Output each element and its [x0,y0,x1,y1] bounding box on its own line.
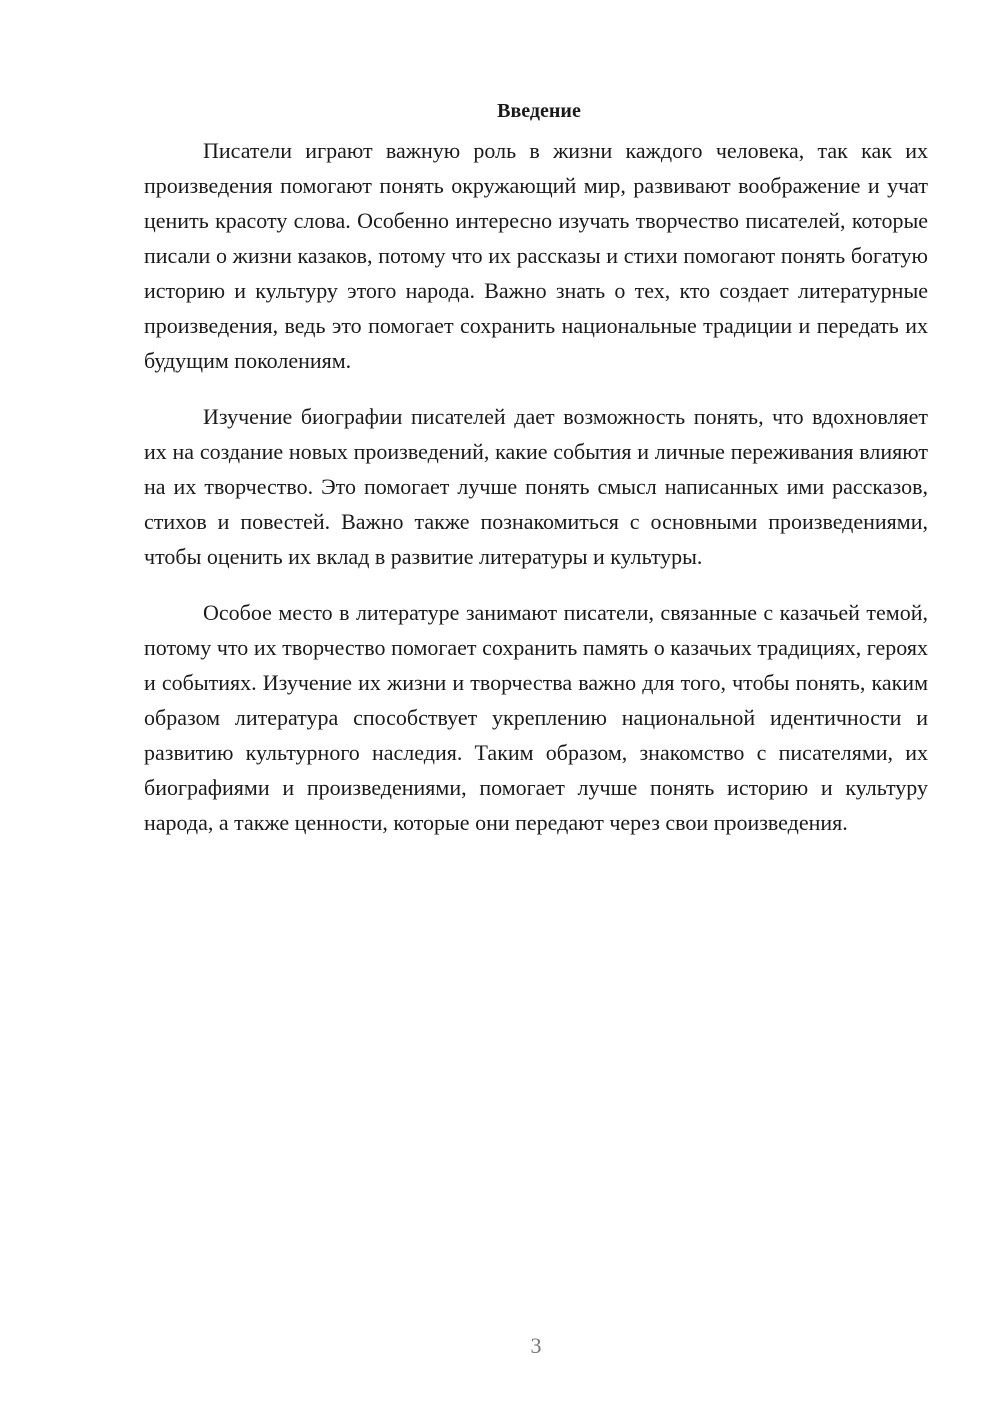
page-content [144,96,928,861]
paragraph-3: Особое место в литературе занимают писатели, связанные с казачьей темой, потому что их творчество помогает сохранить память о казачьих традициях, героях и событиях. Изучение их жизни и творчества важно для того, чтобы понять, каким образом литература способствует укреплению национальной идентичности и развитию культурного наследия. Таким образом, знакомство с писателями, их биографиями и произведениями, помогает лучше понять историю и культуру народа, а также ценности, которые они передают через свои произведения. [144,600,928,835]
page-number: 3 [530,1333,542,1358]
section-title: Введение [497,100,581,122]
paragraph-2: Изучение биографии писателей дает возможность понять, что вдохновляет их на создание новых произведений, какие события и личные переживания влияют на их творчество. Это помогает лучше понять смысл написанных ими рассказов, стихов и повестей. Важно также познакомиться с основными произведениями, чтобы оценить их вклад в развитие литературы и культуры. [144,404,928,569]
paragraph-1: Писатели играют важную роль в жизни каждого человека, так как их произведения помогают понять окружающий мир, развивают воображение и учат ценить красоту слова. Особенно интересно изучать творчество писателей, которые писали о жизни казаков, потому что их рассказы и стихи помогают понять богатую историю и культуру этого народа. Важно знать о тех, кто создает литературные произведения, ведь это помогает сохранить национальные традиции и передать их будущим поколениям. [144,138,928,373]
